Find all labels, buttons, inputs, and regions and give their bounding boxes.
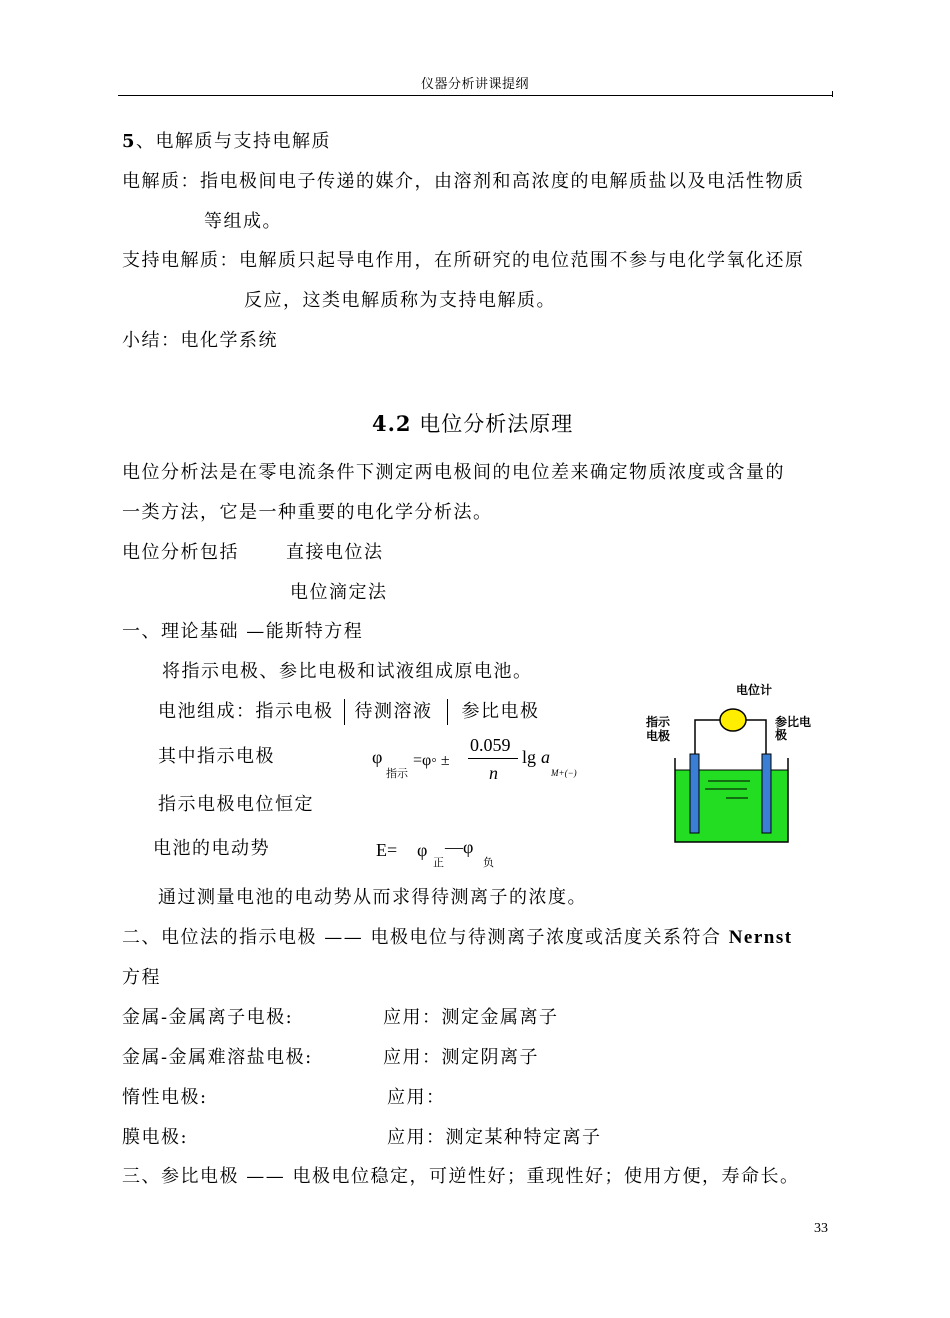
part1-heading: 一、理论基础 —能斯特方程 [122, 621, 364, 642]
section5-heading-text: 、电解质与支持电解质 [136, 131, 332, 152]
method-titration: 电位滴定法 [290, 582, 388, 603]
emf-phi-positive: φ [417, 840, 428, 860]
voltmeter [720, 709, 746, 731]
electrode-type: 金属-金属离子电极: [122, 1007, 294, 1028]
eq-numerator: 0.059 [470, 735, 511, 755]
section-number: 4.2 [372, 411, 412, 436]
includes-label: 电位分析包括 [122, 542, 239, 563]
electrochemical-cell-diagram [640, 678, 830, 846]
electrode-type: 膜电极: [122, 1127, 189, 1148]
section5-number: 5 [122, 131, 137, 152]
electrode-type: 惰性电极: [122, 1087, 208, 1108]
section-title-text: 电位分析法原理 [419, 412, 574, 436]
electrolyte-definition-line2: 等组成。 [204, 211, 282, 232]
emf-phi-negative: —φ [445, 837, 474, 857]
part2-heading-text: 二、电位法的指示电极 —— 电极电位与待测离子浓度或活度关系符合 [122, 927, 722, 948]
cell-label: 电池组成：指示电极 [158, 701, 334, 722]
part3-heading: 三、参比电极 —— 电极电位稳定，可逆性好；重现性好；使用方便，寿命长。 [122, 1166, 800, 1187]
electrode-use: 应用：测定金属离子 [383, 1007, 559, 1028]
header-rule [118, 95, 832, 96]
reference-electrode-label: 参比电 [775, 715, 812, 729]
eq-lg: lg [522, 747, 537, 767]
conclusion-line: 通过测量电池的电动势从而求得待测离子的浓度。 [158, 887, 587, 908]
indicator-electrode-label: 电极 [646, 729, 671, 743]
electrode-use: 应用： [387, 1087, 446, 1108]
indicator-electrode-label: 指示 [646, 715, 671, 729]
constant-line: 指示电极电位恒定 [158, 794, 314, 815]
cell-reference: 参比电极 [461, 701, 540, 722]
eq-phi-subscript: 指示 [386, 767, 408, 780]
electrolyte-definition-line1: 电解质：指电极间电子传递的媒介，由溶剂和高浓度的电解质盐以及电活性物质 [122, 171, 805, 192]
section-title [372, 410, 573, 438]
part2-heading-cont: 方程 [122, 967, 161, 988]
emf-label: 电池的电动势 [153, 838, 270, 859]
indicator-label: 其中指示电极 [158, 746, 275, 767]
part2-heading [122, 926, 793, 950]
nernst-word: Nernst [728, 927, 793, 948]
reference-electrode-label: 极 [775, 728, 788, 742]
cell-composition [158, 699, 540, 725]
emf-e: E= [376, 840, 398, 860]
support-electrolyte-line1: 支持电解质：电解质只起导电作用，在所研究的电位范围不参与电化学氧化还原 [122, 250, 805, 271]
wire-left [695, 720, 723, 754]
cell-separator [447, 699, 448, 725]
support-electrolyte-line2: 反应，这类电解质称为支持电解质。 [244, 290, 556, 311]
eq-rhs: =φ◦ ± [413, 752, 450, 769]
reference-electrode [762, 754, 771, 833]
cell-separator [344, 699, 345, 725]
emf-sub-positive: 正 [433, 856, 444, 869]
electrode-use: 应用：测定阴离子 [383, 1047, 539, 1068]
electrode-type: 金属-金属难溶盐电极: [122, 1047, 313, 1068]
wire-right [743, 720, 766, 754]
section5-heading [122, 130, 331, 154]
eq-activity-subscript: M+(−) [551, 768, 577, 778]
eq-denominator: n [489, 763, 498, 783]
intro-line1: 电位分析法是在零电流条件下测定两电极间的电位差来确定物质浓度或含量的 [122, 462, 785, 483]
summary-line: 小结：电化学系统 [122, 330, 278, 351]
running-header: 仪器分析讲课提纲 [420, 77, 529, 92]
eq-phi: φ [372, 747, 383, 767]
emf-sub-negative: 负 [483, 856, 494, 869]
header-rule-tick [832, 91, 833, 97]
cell-intro: 将指示电极、参比电极和试液组成原电池。 [162, 661, 533, 682]
intro-line2: 一类方法，它是一种重要的电化学分析法。 [122, 502, 493, 523]
page-number: 33 [814, 1221, 828, 1236]
method-direct: 直接电位法 [286, 542, 384, 563]
eq-activity: a [541, 747, 550, 767]
indicator-electrode [690, 754, 699, 833]
electrode-use: 应用：测定某种特定离子 [387, 1127, 602, 1148]
eq-fraction-bar [468, 758, 518, 759]
cell-solution: 待测溶液 [354, 701, 433, 722]
meter-label: 电位计 [736, 683, 773, 697]
